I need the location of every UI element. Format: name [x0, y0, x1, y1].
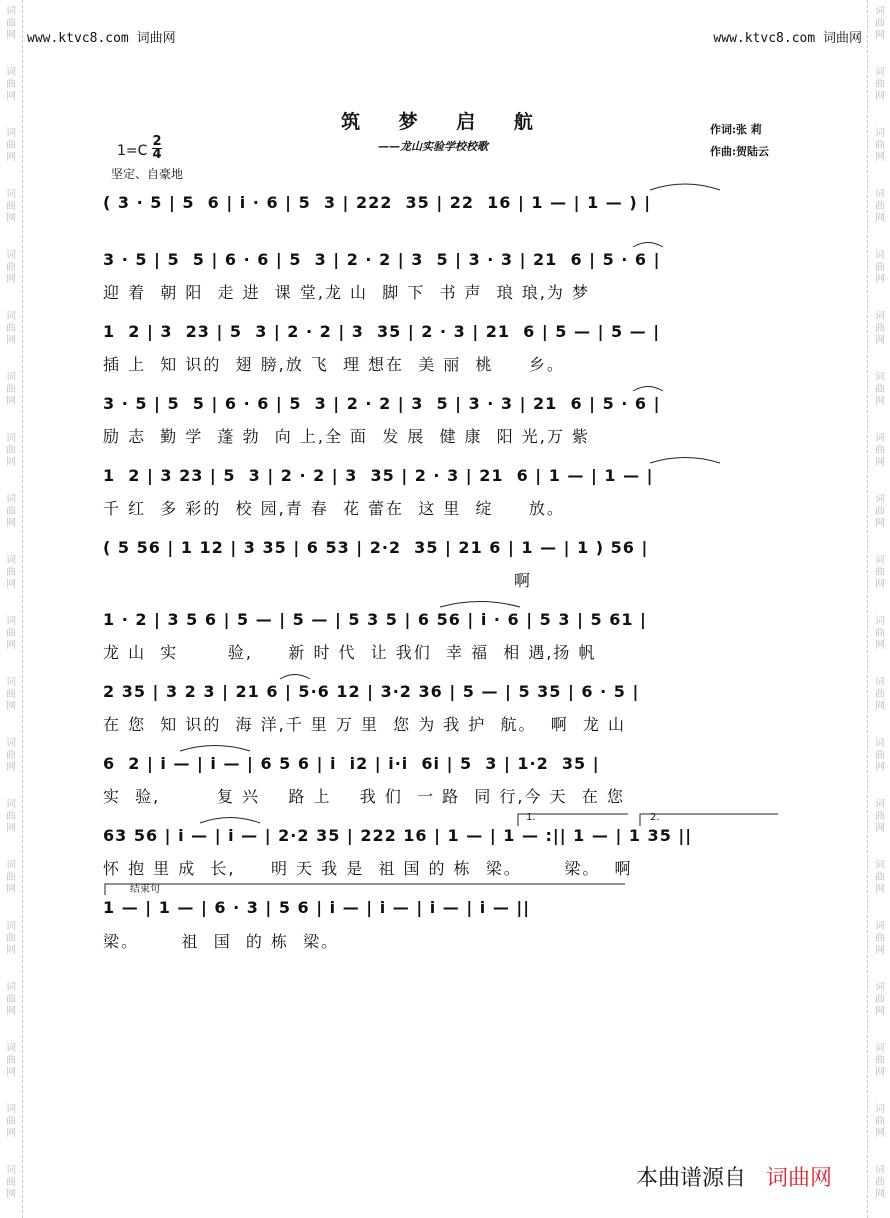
side-watermark-text: 词 曲 网 — [875, 921, 885, 956]
side-watermark-text: 词 曲 网 — [875, 189, 885, 224]
side-watermark-text: 词 曲 网 — [6, 799, 16, 834]
notation-line-2: 3 · 5 | 5 5 | 6 · 6 | 5 3 | 2 · 2 | 3 5 | 3 · 3 | 21 6 | 5 · 6 | — [103, 250, 661, 269]
coda-label: 结束句 — [130, 884, 160, 895]
side-watermark-text: 词 曲 网 — [875, 6, 885, 41]
lyricist-credit: 作词:张 莉 — [710, 123, 762, 136]
side-watermark-text: 词 曲 网 — [6, 677, 16, 712]
lyrics-line-9: 实 验, 复 兴 路 上 我 们 一 路 同 行,今 天 在 您 — [103, 787, 625, 806]
side-watermark-text: 词 曲 网 — [875, 311, 885, 346]
notation-line-8: 2 35 | 3 2 3 | 21 6 | 5·6 12 | 3·2 36 | 5 — | 5 35 | 6 · 5 | — [103, 682, 640, 701]
side-watermark-text: 词 曲 网 — [875, 250, 885, 285]
side-watermark-text: 词 曲 网 — [875, 372, 885, 407]
song-subtitle: ——龙山实验学校校歌 — [378, 140, 488, 153]
notation-line-5: 1 2 | 3 23 | 5 3 | 2 · 2 | 3 35 | 2 · 3 | 21 6 | 1 — | 1 — | — [103, 466, 654, 485]
lyrics-line-4: 励 志 勤 学 蓬 勃 向 上,全 面 发 展 健 康 阳 光,万 紫 — [103, 427, 590, 446]
second-ending-bracket — [640, 814, 778, 826]
lyrics-line-8: 在 您 知 识的 海 洋,千 里 万 里 您 为 我 护 航。 啊 龙 山 — [103, 715, 626, 734]
side-watermark-text: 词 曲 网 — [875, 677, 885, 712]
side-watermark-text: 词 曲 网 — [6, 982, 16, 1017]
notation-line-9: 6 2 | i — | i — | 6 5 6 | i i2 | i·i 6i | 5 3 | 1·2 35 | — [103, 754, 600, 773]
side-watermark-text: 词 曲 网 — [6, 189, 16, 224]
notation-line-4: 3 · 5 | 5 5 | 6 · 6 | 5 3 | 2 · 2 | 3 5 | 3 · 3 | 21 6 | 5 · 6 | — [103, 394, 661, 413]
header-url-right[interactable]: www.ktvc8.com 词曲网 — [713, 31, 862, 46]
lyrics-line-7: 龙 山 实 验, 新 时 代 让 我们 幸 福 相 遇,扬 帆 — [103, 643, 597, 662]
notation-line-10: 63 56 | i — | i — | 2·2 35 | 222 16 | 1 — | 1 — :|| 1 — | 1 35 || — [103, 826, 693, 845]
side-watermark-text: 词 曲 网 — [6, 555, 16, 590]
coda-bracket — [105, 884, 625, 895]
side-watermark-text: 词 曲 网 — [6, 311, 16, 346]
tempo-mood: 坚定、自豪地 — [111, 167, 184, 181]
side-watermark-text: 词 曲 网 — [875, 494, 885, 529]
first-ending-bracket — [518, 814, 628, 826]
side-watermark-text: 词 曲 网 — [6, 1104, 16, 1139]
side-watermark-text: 词 曲 网 — [875, 555, 885, 590]
side-watermark-text: 词 曲 网 — [6, 1043, 16, 1078]
header-url-left[interactable]: www.ktvc8.com 词曲网 — [27, 31, 176, 46]
side-watermark-text: 词 曲 网 — [6, 860, 16, 895]
side-watermark-text: 词 曲 网 — [875, 1043, 885, 1078]
notation-line-3: 1 2 | 3 23 | 5 3 | 2 · 2 | 3 35 | 2 · 3 | 21 6 | 5 — | 5 — | — [103, 322, 661, 341]
lyrics-line-11: 梁。 祖 国 的 栋 梁。 — [103, 932, 340, 951]
notation-line-6: ( 5 56 | 1 12 | 3 35 | 6 53 | 2·2 35 | 21 6 | 1 — | 1 ) 56 | — [103, 538, 649, 557]
side-watermark-text: 词 曲 网 — [6, 616, 16, 651]
side-watermark-text: 词 曲 网 — [6, 6, 16, 41]
footer-source-label: 本曲谱源自 — [636, 1166, 747, 1191]
slur-line-4 — [633, 387, 663, 392]
song-title: 筑 梦 启 航 — [341, 111, 549, 133]
side-watermark-text: 词 曲 网 — [6, 921, 16, 956]
side-watermark-text: 词 曲 网 — [875, 1165, 885, 1200]
notation-line-1: ( 3 · 5 | 5 6 | i · 6 | 5 3 | 222 35 | 22 16 | 1 — | 1 — ) | — [103, 193, 652, 212]
side-watermark-text: 词 曲 网 — [875, 616, 885, 651]
side-watermark-text: 词 曲 网 — [875, 1104, 885, 1139]
lyrics-line-10: 怀 抱 里 成 长, 明 天 我 是 祖 国 的 栋 梁。 梁。 啊 — [103, 859, 633, 878]
lyrics-line-3: 插 上 知 识的 翅 膀,放 飞 理 想在 美 丽 桃 乡。 — [103, 355, 565, 374]
side-watermark-text: 词 曲 网 — [6, 1165, 16, 1200]
slur-line-5 — [650, 458, 720, 464]
side-watermark-text: 词 曲 网 — [875, 738, 885, 773]
slur-line-9 — [180, 746, 250, 752]
side-watermark-text: 词 曲 网 — [875, 128, 885, 163]
notation-line-7: 1 · 2 | 3 5 6 | 5 — | 5 — | 5 3 5 | 6 56 | i · 6 | 5 3 | 5 61 | — [103, 610, 647, 629]
side-watermark-text: 词 曲 网 — [6, 738, 16, 773]
lyrics-line-5: 千 红 多 彩的 校 园,青 春 花 蕾在 这 里 绽 放。 — [103, 499, 565, 518]
side-watermark-text: 词 曲 网 — [6, 372, 16, 407]
side-watermark-text: 词 曲 网 — [6, 494, 16, 529]
slur-line-10 — [200, 818, 260, 824]
first-ending-label: 1. — [526, 812, 536, 823]
lyrics-line-6: 啊 — [103, 571, 532, 590]
key-signature: 1=C — [117, 143, 148, 159]
side-watermark-text: 词 曲 网 — [6, 67, 16, 102]
side-watermark-text: 词 曲 网 — [875, 860, 885, 895]
slur-line-1 — [650, 184, 720, 190]
slur-line-7 — [440, 602, 520, 608]
time-signature-top: 2 — [152, 134, 162, 149]
footer-brand[interactable]: 词曲网 — [766, 1166, 833, 1191]
notation-line-11: 1 — | 1 — | 6 · 3 | 5 6 | i — | i — | i — | i — || — [103, 898, 531, 917]
second-ending-label: 2. — [650, 812, 660, 823]
composer-credit: 作曲:贺陆云 — [710, 145, 770, 158]
lyrics-line-2: 迎 着 朝 阳 走 进 课 堂,龙 山 脚 下 书 声 琅 琅,为 梦 — [103, 283, 590, 302]
side-watermark-text: 词 曲 网 — [875, 67, 885, 102]
side-watermark-text: 词 曲 网 — [6, 250, 16, 285]
slur-line-8 — [280, 675, 310, 680]
side-watermark-text: 词 曲 网 — [6, 433, 16, 468]
time-signature-bottom: 4 — [152, 147, 162, 162]
side-watermark-text: 词 曲 网 — [875, 982, 885, 1017]
side-watermark-text: 词 曲 网 — [875, 799, 885, 834]
side-watermark-text: 词 曲 网 — [6, 128, 16, 163]
side-watermark-text: 词 曲 网 — [875, 433, 885, 468]
slur-line-2 — [633, 243, 663, 248]
footer — [636, 1161, 832, 1192]
